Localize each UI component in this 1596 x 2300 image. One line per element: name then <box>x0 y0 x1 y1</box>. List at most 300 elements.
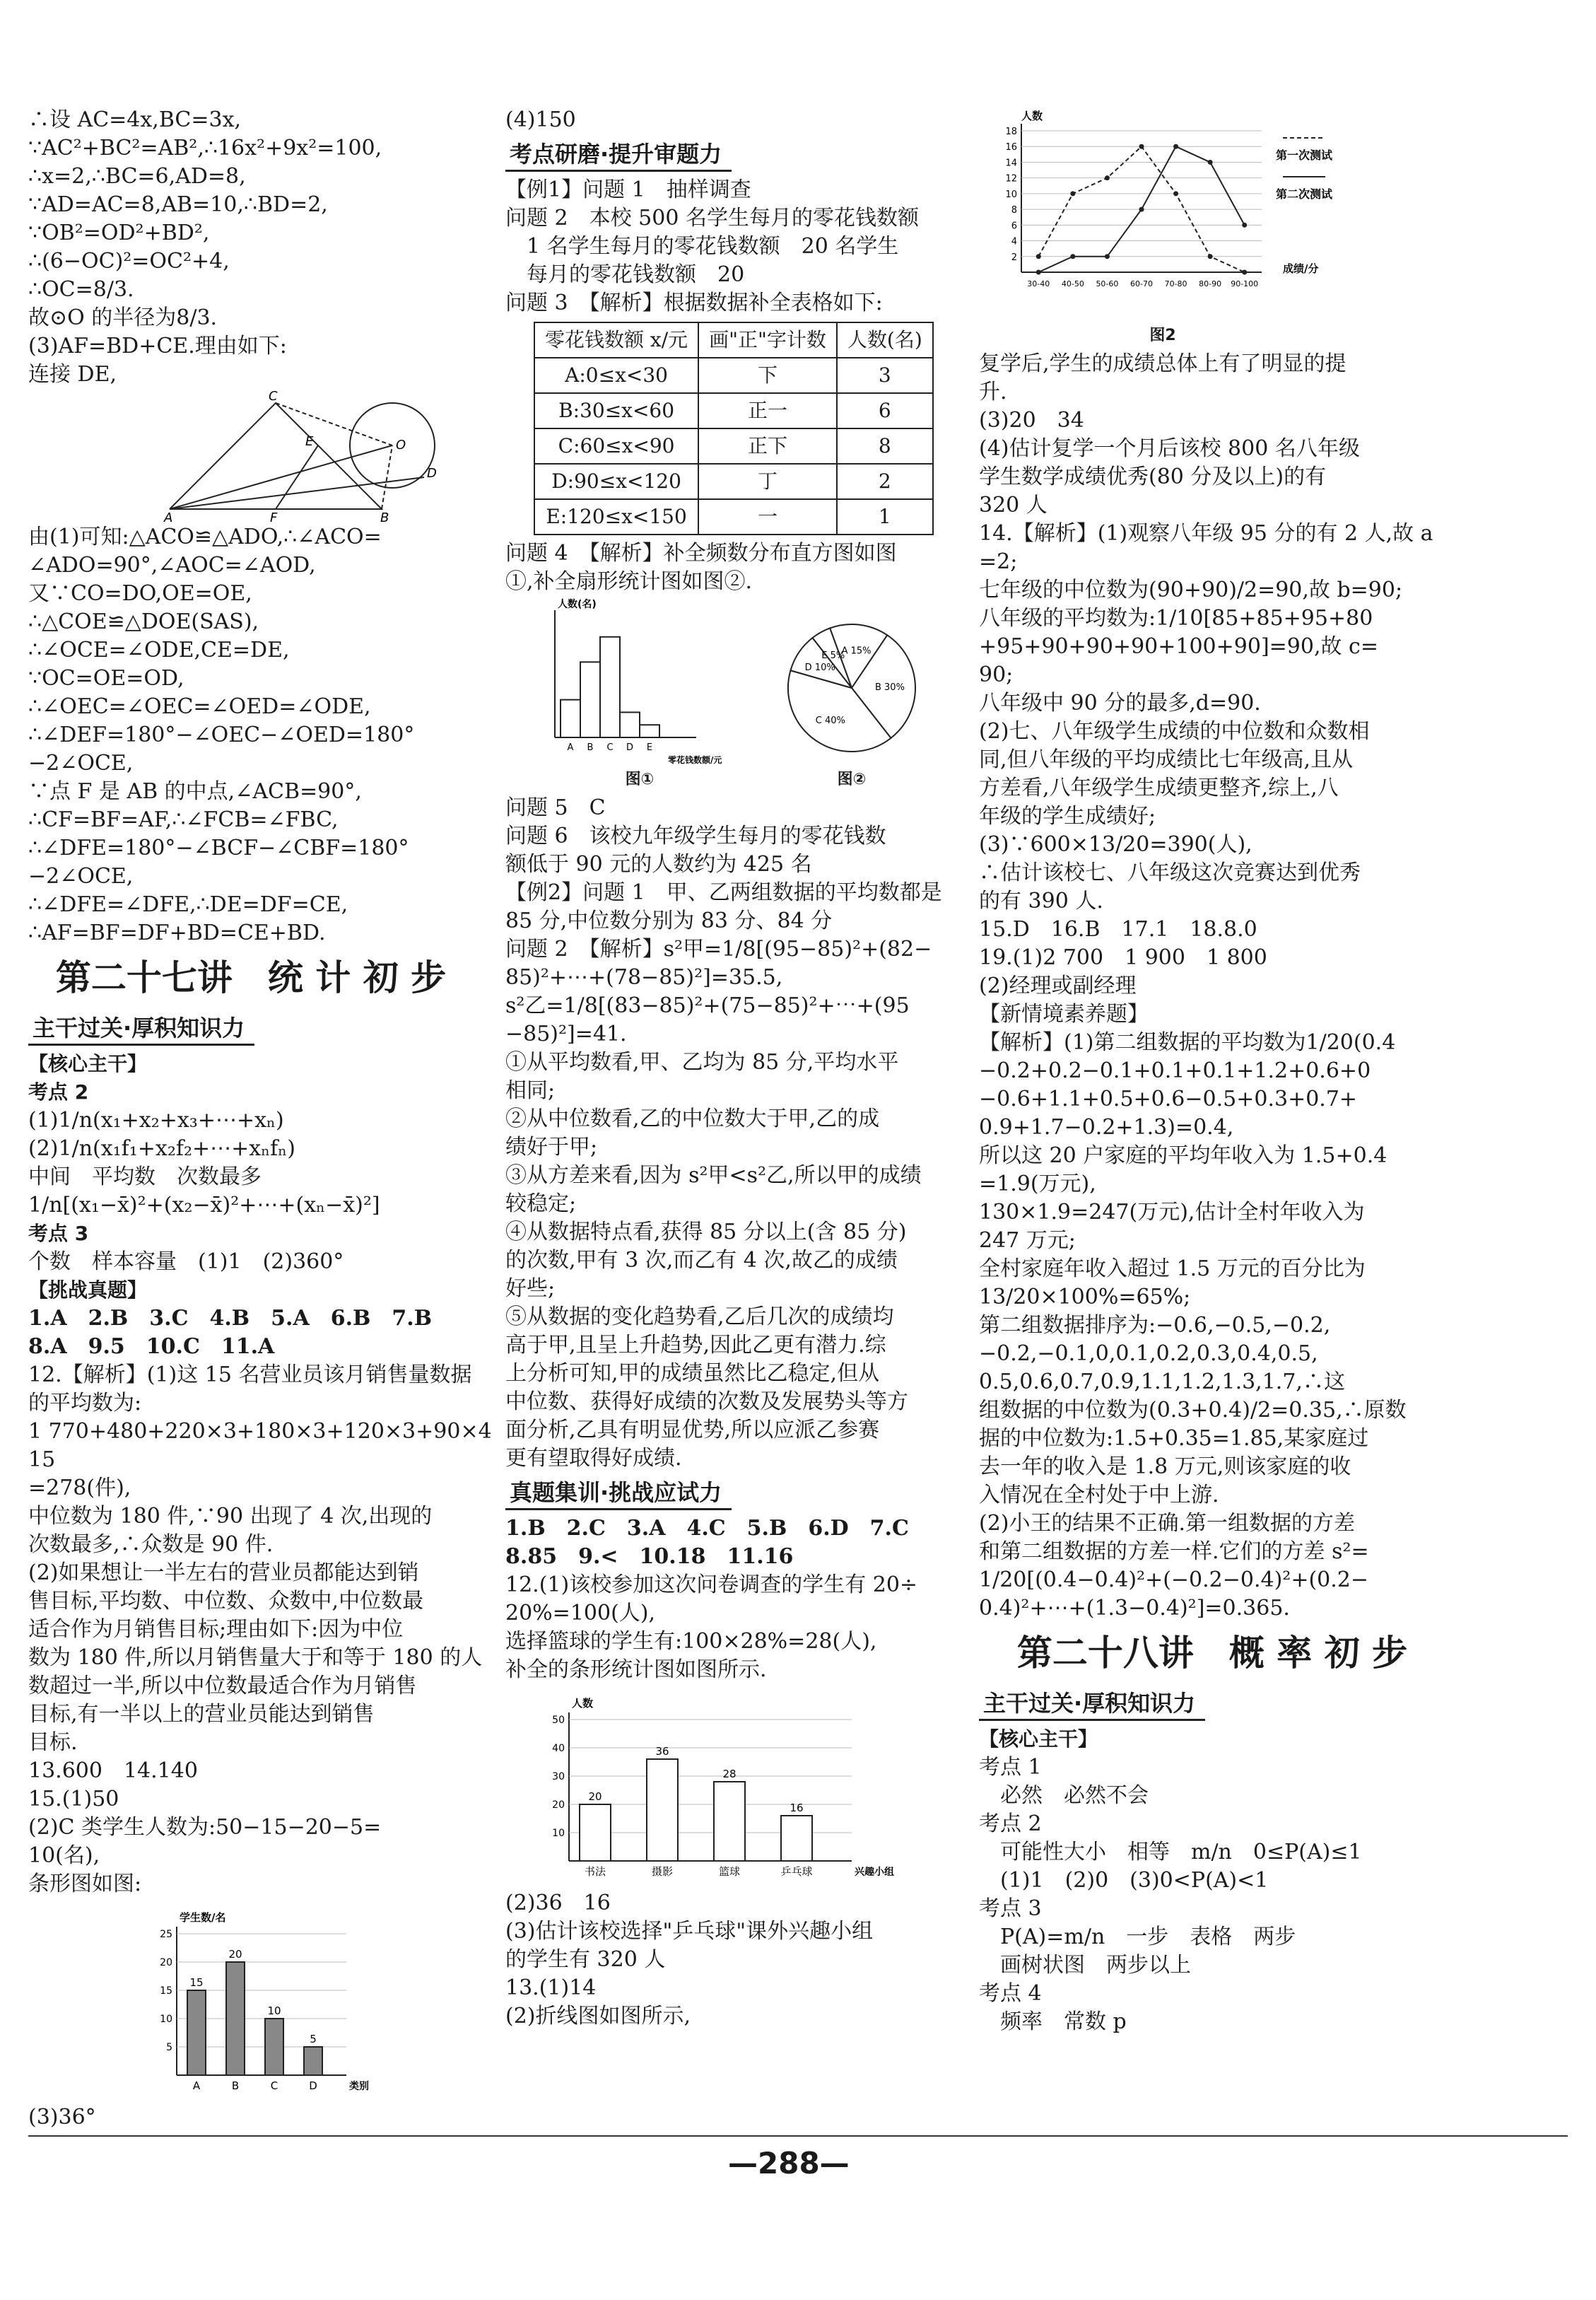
text-line: ∵AC²+BC²=AB²,∴16x²+9x²=100, <box>28 136 382 160</box>
text-line: −0.2+0.2−0.1+0.1+0.1+1.2+0.6+0 <box>979 1058 1371 1083</box>
lecture-title-28: 第二十八讲 概 率 初 步 <box>1016 1633 1408 1674</box>
text-line: ∠ADO=90°,∠AOC=∠AOD, <box>28 553 316 578</box>
text-line: 0.4)²+⋯+(1.3−0.4)²]=0.365. <box>979 1596 1290 1621</box>
text-line: 1 770+480+220×3+180×3+120×3+90×4 <box>28 1419 492 1444</box>
table-row <box>534 428 933 464</box>
table-cell: E:120≤x<150 <box>534 499 698 535</box>
section-header: 主干过关·厚积知识力 <box>28 1012 254 1046</box>
text-line: 10(名), <box>28 1843 100 1868</box>
q12-lines <box>28 1361 492 1757</box>
data-point <box>1105 175 1110 180</box>
text-line: ∵AD=AC=8,AB=10,∴BD=2, <box>28 192 328 217</box>
text-line: −2∠OCE, <box>28 751 134 776</box>
text-line: 130×1.9=247(万元),估计全村年收入为 <box>979 1200 1365 1225</box>
text-line: 次数最多,∴众数是 90 件. <box>28 1532 274 1557</box>
text-line: 画树状图 两步以上 <box>979 1953 1191 1978</box>
page-number: —288— <box>728 2146 850 2181</box>
y-tick-label: 14 <box>1005 158 1017 169</box>
allowance-pie-chart <box>774 610 929 766</box>
y-axis-label: 学生数/名 <box>180 1911 226 1924</box>
column-right <box>979 110 1445 2036</box>
text-line: 绩好于甲; <box>505 1135 598 1160</box>
x-tick-label: C <box>270 2079 278 2092</box>
text-line: 问题 2 本校 500 名学生每月的零花钱数额 <box>505 206 919 230</box>
text-line: +95+90+90+90+100+90]=90,故 c= <box>979 634 1378 659</box>
section-header-exam: 真题集训·挑战应试力 <box>505 1477 732 1510</box>
text-line: 去一年的收入是 1.8 万元,则该家庭的收 <box>979 1454 1351 1479</box>
y-tick-label: 30 <box>552 1771 565 1782</box>
text-line: (1)1 (2)0 (3)0<P(A)<1 <box>979 1868 1269 1893</box>
bar <box>714 1782 745 1861</box>
text-line: (2)经理或副经理 <box>979 974 1137 998</box>
text-line: 问题 2 【解析】s²甲=1/8[(95−85)²+(82− <box>505 937 932 962</box>
data-point <box>1208 254 1213 259</box>
text-line: =278(件), <box>28 1476 131 1500</box>
data-point <box>1173 144 1178 149</box>
slice-label: D 10% <box>804 662 835 673</box>
text-line: 中位数为 180 件,∵90 出现了 4 次,出现的 <box>28 1504 433 1529</box>
text-line: ③从方差来看,因为 s²甲<s²乙,所以甲的成绩 <box>505 1163 922 1188</box>
text-line: (2)36 16 <box>505 1891 611 1915</box>
data-point <box>1070 191 1075 196</box>
table-cell: 8 <box>837 428 933 464</box>
text-line: 【新情境素养题】 <box>979 1002 1149 1027</box>
kd3-label: 考点 3 <box>28 1222 89 1245</box>
slice-label: C 40% <box>815 715 845 726</box>
text-line: 考点 1 <box>979 1755 1042 1780</box>
text-line: 1.A 2.B 3.C 4.B 5.A 6.B 7.B <box>28 1306 433 1331</box>
svg-text:D: D <box>427 466 437 481</box>
fig1-wrap <box>534 596 746 794</box>
text-line: 320 人 <box>979 493 1048 518</box>
text-line: ⑤从数据的变化趋势看,乙后几次的成绩均 <box>505 1304 894 1329</box>
table-cell: 2 <box>837 464 933 499</box>
y-tick-label: 6 <box>1011 221 1017 232</box>
text-line: 15.(1)50 <box>28 1787 119 1811</box>
data-label: 28 <box>722 1768 737 1780</box>
col2-top: (4)150 <box>505 107 576 132</box>
answer-lines <box>28 1304 474 1361</box>
answer-lines-2 <box>505 1514 965 1571</box>
text-line: ∴∠DFE=∠DFE,∴DE=DF=CE, <box>28 892 348 917</box>
y-tick-label: 16 <box>1005 142 1017 153</box>
text-line: 247 万元; <box>979 1228 1076 1253</box>
text-line: ∴∠DFE=180°−∠BCF−∠CBF=180° <box>28 836 409 860</box>
text-line: 必然 必然不会 <box>979 1783 1149 1808</box>
y-tick-label: 5 <box>166 2042 172 2053</box>
x-tick-label: D <box>309 2079 317 2092</box>
text-line: 额低于 90 元的人数约为 425 名 <box>505 852 812 877</box>
section-header-study: 考点研磨·提升审题力 <box>505 139 732 172</box>
core-label: 【核心主干】 <box>28 1052 148 1075</box>
frequency-table <box>534 322 934 535</box>
allowance-histogram <box>534 596 746 766</box>
text-line: 第二组数据排序为:−0.6,−0.5,−0.2, <box>979 1313 1331 1338</box>
text-line: ②从中位数看,乙的中位数大于甲,乙的成 <box>505 1107 880 1131</box>
text-line: 考点 2 <box>979 1811 1042 1836</box>
text-line: 更有望取得好成绩. <box>505 1446 682 1471</box>
x-tick-label: C <box>606 742 614 753</box>
fig2-wrap <box>774 610 929 794</box>
geometry-figure <box>156 389 481 523</box>
bar <box>226 1962 245 2075</box>
text-line: 所以这 20 户家庭的平均年收入为 1.5+0.4 <box>979 1143 1387 1168</box>
x-tick-label: 80-90 <box>1199 279 1222 288</box>
text-line: 补全的条形统计图如图所示. <box>505 1657 767 1682</box>
text-line: 20%=100(人), <box>505 1601 656 1625</box>
text-line: ∵OB²=OD²+BD², <box>28 221 210 245</box>
text-line: (2)C 类学生人数为:50−15−20−5= <box>28 1815 382 1840</box>
text-line: ∴x=2,∴BC=6,AD=8, <box>28 164 246 189</box>
text-line: 数为 180 件,所以月销售量大于和等于 180 的人 <box>28 1645 483 1670</box>
q15-end: (3)36° <box>28 2105 96 2130</box>
text-line: (2)小王的结果不正确.第一组数据的方差 <box>979 1511 1356 1536</box>
text-line: 上分析可知,甲的成绩虽然比乙稳定,但从 <box>505 1361 880 1386</box>
after-table-lines <box>505 539 965 596</box>
figure-row <box>534 596 965 794</box>
y-tick-label: 15 <box>160 1985 172 1997</box>
text-line: =2; <box>979 549 1018 574</box>
text-line: 1.B 2.C 3.A 4.C 5.B 6.D 7.C <box>505 1516 909 1541</box>
text-line: P(A)=m/n 一步 表格 两步 <box>979 1925 1296 1949</box>
text-line: ∵OC=OE=OD, <box>28 666 184 691</box>
text-line: 目标. <box>28 1730 78 1755</box>
text-line: 中位数、获得好成绩的次数及发展势头等方 <box>505 1389 908 1414</box>
table-cell: 3 <box>837 358 933 393</box>
interest-group-bar-chart <box>534 1684 929 1889</box>
x-tick-label: 乒乓球 <box>780 1865 813 1878</box>
x-axis-label: 成绩/分 <box>1283 262 1319 275</box>
data-point <box>1242 270 1247 275</box>
text-line: 条形图如图: <box>28 1872 142 1896</box>
text-line: 高于甲,且呈上升趋势,因此乙更有潜力.综 <box>505 1333 886 1358</box>
y-tick-label: 20 <box>160 1957 172 1968</box>
data-point <box>1242 223 1247 228</box>
x-tick-label: B <box>231 2079 240 2092</box>
q12-lines-2 <box>505 1571 965 1684</box>
table-cell: 一 <box>698 499 837 535</box>
footer-rule <box>28 2135 1568 2137</box>
example1-lines <box>505 176 965 317</box>
table-cell: 丁 <box>698 464 837 499</box>
data-label: 15 <box>189 1976 204 1989</box>
table-row <box>534 499 933 535</box>
text-line: (4)估计复学一个月后该校 800 名八年级 <box>979 436 1360 461</box>
text-line: 入情况在全村处于中上游. <box>979 1483 1219 1507</box>
text-line: 1/n[(x₁−x̄)²+(x₂−x̄)²+⋯+(xₙ−x̄)²] <box>28 1193 380 1218</box>
text-line: 19.(1)2 700 1 900 1 800 <box>979 945 1267 970</box>
text-line: 0.9+1.7−0.2+1.3)=0.4, <box>979 1115 1234 1140</box>
section-header-28: 主干过关·厚积知识力 <box>979 1688 1205 1721</box>
kd-lines <box>979 1753 1445 2036</box>
text-line: 1 名学生每月的零花钱数额 20 名学生 <box>505 234 899 259</box>
y-tick-label: 12 <box>1005 173 1017 185</box>
text-line: ∴设 AC=4x,BC=3x, <box>28 107 242 132</box>
table-cell: 1 <box>837 499 933 535</box>
x-tick-label: 70-80 <box>1164 279 1187 288</box>
text-line: 的平均数为: <box>28 1391 142 1415</box>
table-row <box>534 464 933 499</box>
text-line: ∴(6−OC)²=OC²+4, <box>28 249 230 274</box>
text-line: 八年级的平均数为:1/10[85+85+95+80 <box>979 606 1373 631</box>
text-line: −85)²]=41. <box>505 1022 627 1046</box>
x-tick-label: E <box>646 742 653 753</box>
text-line: 问题 3 【解析】根据数据补全表格如下: <box>505 291 883 315</box>
text-line: 可能性大小 相等 m/n 0≤P(A)≤1 <box>979 1840 1362 1864</box>
data-point <box>1070 254 1075 259</box>
y-tick-label: 10 <box>160 2014 172 2025</box>
svg-text:A: A <box>164 510 173 525</box>
text-line: 适合作为月销售目标;理由如下:因为中位 <box>28 1617 404 1642</box>
table-cell: 正一 <box>698 393 837 428</box>
text-line: 15 <box>28 1447 56 1472</box>
x-tick-label: 篮球 <box>718 1865 741 1878</box>
q13-14: 13.600 14.140 <box>28 1758 198 1783</box>
text-line: 同,但八年级的平均成绩比七年级高,且从 <box>979 747 1354 772</box>
bar <box>561 700 580 737</box>
table-cell: 下 <box>698 358 837 393</box>
text-line: 和第二组数据的方差一样.它们的方差 s²= <box>979 1539 1369 1564</box>
text-line: 90; <box>979 662 1014 687</box>
text-line: (3)∵600×13/20=390(人), <box>979 832 1252 857</box>
x-tick-label: 30-40 <box>1027 279 1050 288</box>
text-line: ∴AF=BF=DF+BD=CE+BD. <box>28 921 326 945</box>
text-line: 升. <box>979 380 1007 404</box>
text-line: (2)1/n(x₁f₁+x₂f₂+⋯+xₙfₙ) <box>28 1136 295 1161</box>
q15-lines <box>28 1785 474 1898</box>
text-line: 14.【解析】(1)观察八年级 95 分的有 2 人,故 a <box>979 521 1433 546</box>
data-label: 20 <box>588 1790 602 1803</box>
text-line: ④从数据特点看,获得 85 分以上(含 85 分) <box>505 1220 907 1244</box>
kd2-lines <box>28 1107 474 1220</box>
text-line: 相同; <box>505 1078 556 1103</box>
challenge-label: 【挑战真题】 <box>28 1278 148 1302</box>
text-line: 选择篮球的学生有:100×28%=28(人), <box>505 1629 877 1654</box>
text-line: (3)估计该校选择"乒乓球"课外兴趣小组 <box>505 1919 874 1944</box>
text-line: (2)折线图如图所示, <box>505 2004 691 2028</box>
slice-label: A 15% <box>841 646 872 657</box>
y-axis-label: 人数 <box>1021 110 1043 122</box>
text-line: 目标,有一半以上的营业员能达到销售 <box>28 1702 375 1727</box>
text-line: 面分析,乙具有明显优势,所以应派乙参赛 <box>505 1418 880 1442</box>
text-line: =1.9(万元), <box>979 1172 1096 1196</box>
y-tick-label: 40 <box>552 1743 565 1754</box>
kd3-line: 个数 样本容量 (1)1 (2)360° <box>28 1249 344 1274</box>
bar <box>647 1759 678 1861</box>
text-line: 全村家庭年收入超过 1.5 万元的百分比为 <box>979 1256 1366 1281</box>
text-line: 较稳定; <box>505 1191 577 1216</box>
text-line: 数超过一半,所以中位数最适合作为月销售 <box>28 1674 417 1698</box>
text-line: 的学生有 320 人 <box>505 1947 666 1972</box>
y-tick-label: 18 <box>1005 127 1017 137</box>
x-tick-label: 书法 <box>584 1865 606 1878</box>
text-line: 组数据的中位数为(0.3+0.4)/2=0.35,∴原数 <box>979 1398 1407 1423</box>
svg-text:O: O <box>396 438 406 453</box>
text-line: ∴∠OCE=∠ODE,CE=DE, <box>28 638 290 662</box>
x-tick-label: D <box>626 742 634 753</box>
data-point <box>1036 254 1041 259</box>
table-cell: B:30≤x<60 <box>534 393 698 428</box>
text-line: 85 分,中位数分别为 83 分、84 分 <box>505 909 833 933</box>
text-line: 85)²+⋯+(78−85)²]=35.5, <box>505 965 783 990</box>
text-line: 学生数学成绩优秀(80 分及以上)的有 <box>979 465 1327 489</box>
student-bar-chart <box>148 1898 403 2103</box>
text-line: −0.6+1.1+0.5+0.6−0.5+0.3+0.7+ <box>979 1087 1358 1111</box>
text-line: 好些; <box>505 1276 556 1301</box>
x-tick-label: 40-50 <box>1061 279 1084 288</box>
text-line: 【例2】问题 1 甲、乙两组数据的平均数都是 <box>505 880 942 905</box>
text-line: 每月的零花钱数额 20 <box>505 262 745 287</box>
text-line: 中间 平均数 次数最多 <box>28 1164 262 1189</box>
fig1-caption: 图① <box>625 771 655 788</box>
lecture-title-27: 第二十七讲 统 计 初 步 <box>55 957 447 998</box>
text-line: (2)如果想让一半左右的营业员都能达到销 <box>28 1560 419 1585</box>
proof-lines-a <box>28 106 474 389</box>
text-line: 13/20×100%=65%; <box>979 1285 1191 1309</box>
text-line: 售目标,平均数、中位数、众数中,中位数最 <box>28 1589 424 1613</box>
table-row <box>534 358 933 393</box>
data-point <box>1105 254 1110 259</box>
text-line: 年级的学生成绩好; <box>979 804 1156 829</box>
x-tick-label: A <box>567 742 574 753</box>
data-label: 36 <box>655 1745 669 1758</box>
x-tick-label: A <box>192 2079 201 2092</box>
text-line: 12.(1)该校参加这次问卷调查的学生有 20÷ <box>505 1572 918 1597</box>
text-line: ∴OC=8/3. <box>28 277 134 302</box>
table-row <box>534 393 933 428</box>
fig-caption: 图2 <box>1149 327 1176 344</box>
y-axis-label: 人数 <box>572 1697 594 1710</box>
text-line: −2∠OCE, <box>28 864 134 889</box>
data-label: 20 <box>228 1948 242 1961</box>
legend-label: 第一次测试 <box>1276 148 1333 162</box>
text-line: ∵点 F 是 AB 的中点,∠ACB=90°, <box>28 779 362 804</box>
solution-lines <box>979 350 1445 1623</box>
bar <box>781 1816 812 1861</box>
text-line: 故⊙O 的半径为8/3. <box>28 305 218 330</box>
example2-lines <box>505 794 965 1473</box>
fig2-caption: 图② <box>837 771 867 788</box>
svg-text:E: E <box>305 434 314 449</box>
text-line: 【解析】(1)第二组数据的平均数为1/20(0.4 <box>979 1030 1396 1055</box>
bar <box>265 2019 283 2075</box>
text-line: −0.2,−0.1,0,0.1,0.2,0.3,0.4,0.5, <box>979 1341 1318 1366</box>
text-line: 8.A 9.5 10.C 11.A <box>28 1334 275 1359</box>
text-line: (2)七、八年级学生成绩的中位数和众数相 <box>979 719 1370 744</box>
table-header-row <box>534 322 933 358</box>
text-line: 八年级中 90 分的最多,d=90. <box>979 691 1261 716</box>
text-line: ∴CF=BF=AF,∴∠FCB=∠FBC, <box>28 807 339 832</box>
after-bar-lines <box>505 1889 965 2031</box>
proof-lines-b <box>28 523 474 947</box>
data-label: 5 <box>310 2033 317 2045</box>
text-line: 又∵CO=DO,OE=OE, <box>28 581 252 606</box>
bar <box>304 2047 322 2075</box>
text-line: 的有 390 人. <box>979 889 1103 913</box>
y-tick-label: 20 <box>552 1799 565 1811</box>
text-line: (3)AF=BD+CE.理由如下: <box>28 334 287 358</box>
y-tick-label: 50 <box>552 1715 565 1726</box>
x-tick-label: 60-70 <box>1130 279 1153 288</box>
data-point <box>1208 160 1213 165</box>
text-line: 问题 5 C <box>505 795 606 820</box>
y-tick-label: 8 <box>1011 205 1017 216</box>
data-label: 10 <box>267 2004 281 2017</box>
svg-text:F: F <box>270 510 278 525</box>
x-tick-label: 50-60 <box>1096 279 1119 288</box>
text-line: 问题 4 【解析】补全频数分布直方图如图 <box>505 541 897 566</box>
data-point <box>1173 191 1178 196</box>
text-line: ∴估计该校七、八年级这次竞赛达到优秀 <box>979 860 1361 885</box>
score-line-chart <box>979 110 1438 322</box>
data-point <box>1036 270 1041 275</box>
y-axis-label: 人数(名) <box>558 599 597 610</box>
column-middle <box>505 106 965 2031</box>
table-header: 零花钱数额 x/元 <box>534 322 698 358</box>
text-line: 问题 6 该校九年级学生每月的零花钱数 <box>505 824 886 848</box>
text-line: 13.(1)14 <box>505 1975 597 2000</box>
text-line: 8.85 9.< 10.18 11.16 <box>505 1544 794 1569</box>
x-tick-label: B <box>587 742 594 753</box>
text-line: 频率 常数 p <box>979 2009 1127 2034</box>
text-line: 连接 DE, <box>28 362 117 387</box>
y-tick-label: 10 <box>552 1828 565 1839</box>
text-line: 考点 3 <box>979 1896 1042 1921</box>
text-line: (1)1/n(x₁+x₂+x₃+⋯+xₙ) <box>28 1108 284 1133</box>
x-axis-label: 类别 <box>349 2081 369 2092</box>
x-axis-label: 零花钱数额/元 <box>668 755 722 765</box>
kd2-label: 考点 2 <box>28 1080 89 1104</box>
text-line: 的次数,甲有 3 次,而乙有 4 次,故乙的成绩 <box>505 1248 898 1273</box>
slice-label: B 30% <box>874 682 905 694</box>
table-body <box>534 358 933 535</box>
bar <box>600 637 620 737</box>
y-tick-label: 4 <box>1011 236 1017 247</box>
text-line: 考点 4 <box>979 1981 1042 2006</box>
svg-text:B: B <box>380 510 389 525</box>
x-tick-label: 摄影 <box>651 1865 674 1878</box>
text-line: ∴∠DEF=180°−∠OEC−∠OED=180° <box>28 723 415 747</box>
text-line: 0.5,0.6,0.7,0.9,1.1,1.2,1.3,1.7,∴这 <box>979 1370 1345 1394</box>
text-line: 复学后,学生的成绩总体上有了明显的提 <box>979 351 1346 376</box>
text-line: 1/20[(0.4−0.4)²+(−0.2−0.4)²+(0.2− <box>979 1568 1369 1592</box>
table-cell: C:60≤x<90 <box>534 428 698 464</box>
text-line: 12.【解析】(1)这 15 名营业员该月销售量数据 <box>28 1362 472 1387</box>
text-line: ①从平均数看,甲、乙均为 85 分,平均水平 <box>505 1050 899 1075</box>
data-point <box>1139 207 1144 212</box>
x-tick-label: 90-100 <box>1231 279 1259 288</box>
text-line: 【例1】问题 1 抽样调查 <box>505 177 751 202</box>
y-tick-label: 25 <box>160 1929 172 1940</box>
data-label: 16 <box>790 1802 804 1814</box>
y-tick-label: 2 <box>1011 252 1017 263</box>
table-cell: 6 <box>837 393 933 428</box>
legend-label: 第二次测试 <box>1276 187 1333 201</box>
core-label-28: 【核心主干】 <box>979 1727 1098 1751</box>
text-line: 七年级的中位数为(90+90)/2=90,故 b=90; <box>979 578 1403 602</box>
text-line: (3)20 34 <box>979 408 1084 433</box>
bar <box>620 712 640 737</box>
text-line: ∴△COE≌△DOE(SAS), <box>28 609 259 634</box>
text-line: 方差看,八年级学生成绩更整齐,综上,八 <box>979 776 1339 800</box>
text-line: ∴∠OEC=∠OEC=∠OED=∠ODE, <box>28 694 371 719</box>
x-axis-label: 兴趣小组 <box>855 1867 894 1878</box>
text-line: 据的中位数为:1.5+0.35=1.85,某家庭过 <box>979 1426 1369 1451</box>
table-cell: D:90≤x<120 <box>534 464 698 499</box>
table-cell: 正下 <box>698 428 837 464</box>
bar <box>580 662 600 737</box>
text-line: 由(1)可知:△ACO≌△ADO,∴∠ACO= <box>28 525 382 549</box>
